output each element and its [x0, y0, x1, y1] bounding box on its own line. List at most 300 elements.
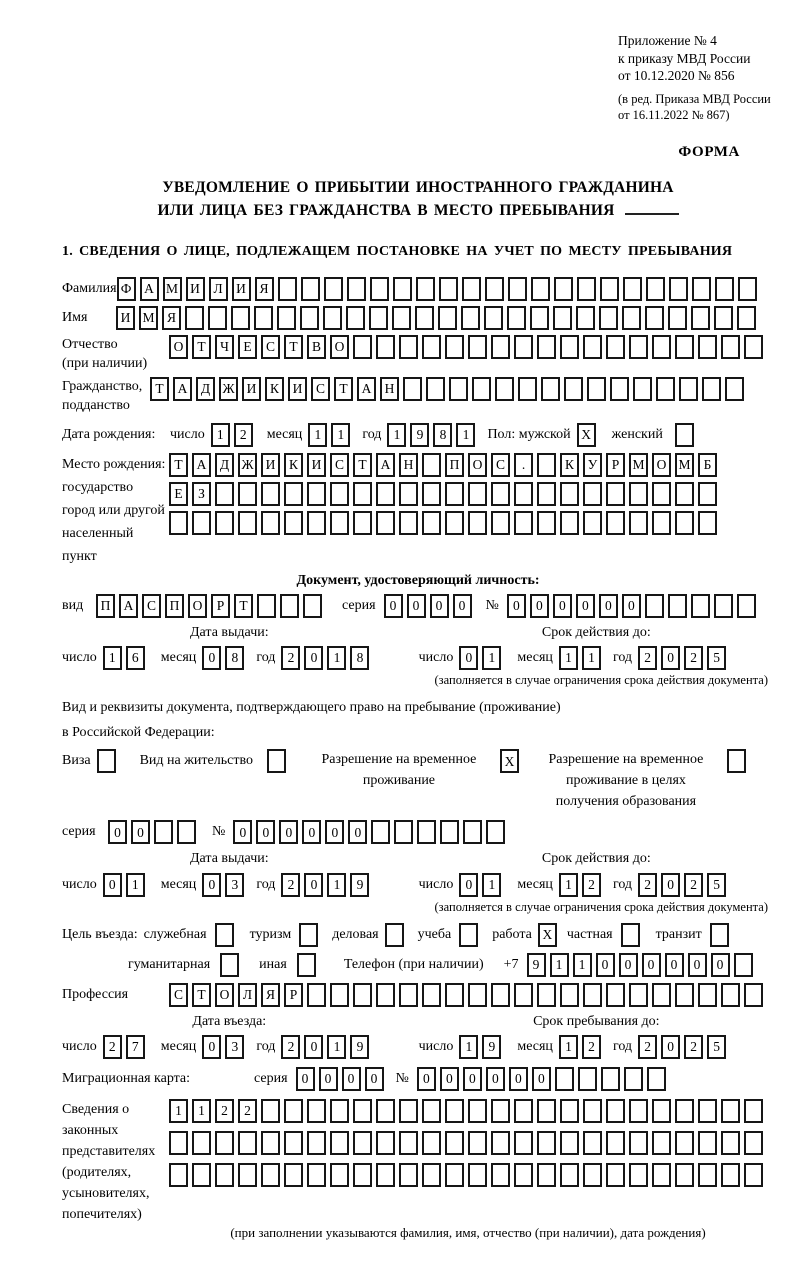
cell[interactable]: 8 [225, 646, 244, 670]
cell[interactable] [610, 377, 629, 401]
cell[interactable] [537, 1163, 556, 1187]
cell[interactable]: Т [150, 377, 169, 401]
cell[interactable]: Ф [117, 277, 136, 301]
cell[interactable]: 9 [482, 1035, 501, 1059]
stay-expiry-day[interactable] [459, 873, 505, 897]
cell[interactable] [583, 1163, 602, 1187]
cell[interactable]: 9 [350, 873, 369, 897]
cell[interactable]: 3 [225, 1035, 244, 1059]
cell[interactable] [353, 983, 372, 1007]
cell[interactable] [583, 1099, 602, 1123]
cell[interactable]: 5 [707, 873, 726, 897]
cell[interactable] [238, 1163, 257, 1187]
cell[interactable] [652, 1131, 671, 1155]
cell[interactable] [629, 335, 648, 359]
cell[interactable] [675, 423, 694, 447]
cell[interactable] [652, 335, 671, 359]
cell[interactable] [422, 1163, 441, 1187]
cell[interactable]: П [445, 453, 464, 477]
cell[interactable] [606, 983, 625, 1007]
cell[interactable]: 0 [417, 1067, 436, 1091]
cell[interactable]: 0 [304, 1035, 323, 1059]
cell[interactable]: М [675, 453, 694, 477]
cell[interactable] [399, 1163, 418, 1187]
cell[interactable] [238, 482, 257, 506]
stay-issue-day[interactable] [103, 873, 149, 897]
identity-expiry-month[interactable] [559, 646, 605, 670]
cell[interactable] [734, 953, 753, 977]
cell[interactable]: 2 [638, 1035, 657, 1059]
cell[interactable]: 0 [532, 1067, 551, 1091]
cell[interactable] [257, 594, 276, 618]
cell[interactable]: О [330, 335, 349, 359]
cell[interactable]: С [169, 983, 188, 1007]
cell[interactable]: 0 [256, 820, 275, 844]
cell[interactable] [744, 1131, 763, 1155]
cell[interactable] [422, 453, 441, 477]
cell[interactable] [583, 983, 602, 1007]
cell[interactable] [583, 335, 602, 359]
cell[interactable] [514, 1099, 533, 1123]
cell[interactable] [297, 953, 316, 977]
cell[interactable]: 0 [440, 1067, 459, 1091]
cell[interactable] [284, 1163, 303, 1187]
cell[interactable] [299, 923, 318, 947]
cell[interactable]: 0 [348, 820, 367, 844]
cell[interactable]: 0 [622, 594, 641, 618]
entry-year[interactable] [281, 1035, 373, 1059]
cell[interactable]: 1 [482, 873, 501, 897]
cell[interactable] [238, 1131, 257, 1155]
cell[interactable] [371, 820, 390, 844]
cell[interactable]: А [119, 594, 138, 618]
cell[interactable] [422, 1099, 441, 1123]
cell[interactable] [376, 1163, 395, 1187]
cell[interactable] [254, 306, 273, 330]
cell[interactable] [725, 377, 744, 401]
cell[interactable] [606, 482, 625, 506]
male-checkbox[interactable] [577, 423, 600, 447]
cell[interactable] [215, 923, 234, 947]
cell[interactable]: 2 [281, 1035, 300, 1059]
cell[interactable]: П [96, 594, 115, 618]
cell[interactable]: Р [606, 453, 625, 477]
cell[interactable] [698, 1163, 717, 1187]
cell[interactable] [555, 1067, 574, 1091]
stay-expiry-year[interactable] [638, 873, 730, 897]
cell[interactable] [698, 1131, 717, 1155]
cell[interactable] [462, 277, 481, 301]
cell[interactable] [652, 983, 671, 1007]
cell[interactable]: У [583, 453, 602, 477]
birth-place-cells-row2[interactable] [169, 482, 721, 506]
cell[interactable] [715, 277, 734, 301]
cell[interactable]: X [538, 923, 557, 947]
cell[interactable] [721, 983, 740, 1007]
tourism-checkbox[interactable] [299, 923, 322, 947]
stay-until-year[interactable] [638, 1035, 730, 1059]
birth-day-cells[interactable] [211, 423, 257, 447]
cell[interactable] [215, 482, 234, 506]
cell[interactable] [652, 1099, 671, 1123]
cell[interactable] [376, 482, 395, 506]
cell[interactable] [738, 277, 757, 301]
cell[interactable]: А [357, 377, 376, 401]
cell[interactable] [415, 306, 434, 330]
cell[interactable]: К [265, 377, 284, 401]
cell[interactable]: 2 [582, 873, 601, 897]
residence-permit-checkbox[interactable] [267, 749, 290, 773]
cell[interactable] [560, 1099, 579, 1123]
cell[interactable] [491, 335, 510, 359]
cell[interactable] [560, 482, 579, 506]
cell[interactable] [727, 749, 746, 773]
patronymic-cells[interactable] [169, 335, 767, 359]
cell[interactable] [353, 482, 372, 506]
cell[interactable] [629, 511, 648, 535]
cell[interactable] [583, 511, 602, 535]
cell[interactable] [531, 277, 550, 301]
cell[interactable] [606, 511, 625, 535]
cell[interactable]: 1 [456, 423, 475, 447]
cell[interactable]: 1 [331, 423, 350, 447]
cell[interactable] [537, 1099, 556, 1123]
cell[interactable]: А [173, 377, 192, 401]
cell[interactable] [491, 1131, 510, 1155]
cell[interactable] [560, 1163, 579, 1187]
cell[interactable] [737, 594, 756, 618]
cell[interactable] [438, 306, 457, 330]
cell[interactable] [303, 594, 322, 618]
cell[interactable]: 1 [559, 873, 578, 897]
cell[interactable] [721, 1099, 740, 1123]
cell[interactable] [97, 749, 116, 773]
cell[interactable] [606, 1099, 625, 1123]
cell[interactable]: 1 [327, 1035, 346, 1059]
cell[interactable] [417, 820, 436, 844]
cell[interactable]: Т [192, 983, 211, 1007]
cell[interactable] [192, 511, 211, 535]
cell[interactable]: И [116, 306, 135, 330]
cell[interactable] [583, 482, 602, 506]
cell[interactable] [514, 1131, 533, 1155]
cell[interactable]: 2 [638, 873, 657, 897]
cell[interactable]: 0 [202, 646, 221, 670]
cell[interactable] [445, 335, 464, 359]
cell[interactable] [468, 983, 487, 1007]
cell[interactable] [484, 306, 503, 330]
cell[interactable]: 0 [325, 820, 344, 844]
cell[interactable]: О [169, 335, 188, 359]
cell[interactable]: Т [353, 453, 372, 477]
cell[interactable] [541, 377, 560, 401]
cell[interactable] [576, 306, 595, 330]
cell[interactable] [301, 277, 320, 301]
stay-number-cells[interactable] [233, 820, 509, 844]
cell[interactable] [606, 335, 625, 359]
cell[interactable]: 0 [661, 873, 680, 897]
cell[interactable]: М [629, 453, 648, 477]
cell[interactable]: 0 [459, 646, 478, 670]
cell[interactable] [330, 1131, 349, 1155]
cell[interactable]: 1 [573, 953, 592, 977]
representatives-cells-row3[interactable] [169, 1163, 767, 1187]
cell[interactable] [307, 983, 326, 1007]
cell[interactable]: 0 [530, 594, 549, 618]
cell[interactable] [537, 511, 556, 535]
cell[interactable] [347, 277, 366, 301]
cell[interactable] [629, 1099, 648, 1123]
cell[interactable]: 1 [582, 646, 601, 670]
cell[interactable] [370, 277, 389, 301]
work-checkbox[interactable] [538, 923, 561, 947]
cell[interactable]: 0 [365, 1067, 384, 1091]
business-checkbox[interactable] [385, 923, 408, 947]
cell[interactable]: М [139, 306, 158, 330]
cell[interactable] [646, 277, 665, 301]
cell[interactable] [622, 306, 641, 330]
birth-year-cells[interactable] [387, 423, 479, 447]
cell[interactable]: А [376, 453, 395, 477]
cell[interactable] [169, 1163, 188, 1187]
cell[interactable] [629, 1163, 648, 1187]
cell[interactable]: 0 [711, 953, 730, 977]
cell[interactable] [710, 923, 729, 947]
cell[interactable] [185, 306, 204, 330]
cell[interactable]: 1 [459, 1035, 478, 1059]
cell[interactable] [530, 306, 549, 330]
cell[interactable] [215, 1131, 234, 1155]
cell[interactable]: П [165, 594, 184, 618]
cell[interactable]: М [163, 277, 182, 301]
identity-expiry-year[interactable] [638, 646, 730, 670]
cell[interactable]: 0 [688, 953, 707, 977]
cell[interactable] [629, 983, 648, 1007]
cell[interactable]: 0 [553, 594, 572, 618]
cell[interactable]: О [468, 453, 487, 477]
cell[interactable] [330, 511, 349, 535]
cell[interactable]: 0 [509, 1067, 528, 1091]
cell[interactable] [399, 1099, 418, 1123]
cell[interactable] [353, 1163, 372, 1187]
cell[interactable] [399, 511, 418, 535]
cell[interactable] [621, 923, 640, 947]
cell[interactable] [399, 983, 418, 1007]
cell[interactable] [472, 377, 491, 401]
cell[interactable]: И [261, 453, 280, 477]
cell[interactable]: 8 [433, 423, 452, 447]
cell[interactable]: 9 [527, 953, 546, 977]
cell[interactable] [353, 511, 372, 535]
cell[interactable] [376, 1131, 395, 1155]
stay-issue-month[interactable] [202, 873, 248, 897]
cell[interactable]: 1 [103, 646, 122, 670]
visa-checkbox[interactable] [97, 749, 120, 773]
cell[interactable] [330, 983, 349, 1007]
cell[interactable] [560, 983, 579, 1007]
cell[interactable]: Н [380, 377, 399, 401]
cell[interactable] [714, 594, 733, 618]
cell[interactable] [192, 1131, 211, 1155]
doc-series-cells[interactable] [384, 594, 476, 618]
cell[interactable] [468, 335, 487, 359]
cell[interactable] [691, 306, 710, 330]
cell[interactable]: Д [215, 453, 234, 477]
cell[interactable] [714, 306, 733, 330]
cell[interactable] [284, 1099, 303, 1123]
cell[interactable] [601, 1067, 620, 1091]
cell[interactable] [606, 1131, 625, 1155]
cell[interactable]: 0 [103, 873, 122, 897]
cell[interactable]: Е [238, 335, 257, 359]
cell[interactable]: 2 [582, 1035, 601, 1059]
birth-place-cells-row1[interactable] [169, 453, 721, 477]
cell[interactable]: Л [238, 983, 257, 1007]
cell[interactable]: 6 [126, 646, 145, 670]
cell[interactable]: 1 [550, 953, 569, 977]
cell[interactable] [261, 511, 280, 535]
cell[interactable]: 2 [638, 646, 657, 670]
cell[interactable]: 2 [684, 646, 703, 670]
cell[interactable]: Е [169, 482, 188, 506]
doc-kind-cells[interactable] [96, 594, 326, 618]
cell[interactable]: Д [196, 377, 215, 401]
cell[interactable] [645, 594, 664, 618]
cell[interactable]: И [242, 377, 261, 401]
cell[interactable] [702, 377, 721, 401]
cell[interactable]: 0 [665, 953, 684, 977]
cell[interactable] [468, 482, 487, 506]
cell[interactable]: 0 [599, 594, 618, 618]
cell[interactable] [169, 1131, 188, 1155]
cell[interactable]: Я [261, 983, 280, 1007]
cell[interactable] [647, 1067, 666, 1091]
cell[interactable] [330, 482, 349, 506]
entry-day[interactable] [103, 1035, 149, 1059]
cell[interactable] [514, 1163, 533, 1187]
cell[interactable] [537, 1131, 556, 1155]
cell[interactable]: 0 [661, 1035, 680, 1059]
cell[interactable] [376, 983, 395, 1007]
name-cells[interactable] [116, 306, 760, 330]
cell[interactable] [744, 335, 763, 359]
cell[interactable]: 1 [327, 873, 346, 897]
cell[interactable]: 1 [559, 646, 578, 670]
cell[interactable] [353, 1131, 372, 1155]
cell[interactable] [698, 335, 717, 359]
cell[interactable] [721, 1163, 740, 1187]
cell[interactable] [560, 511, 579, 535]
surname-cells[interactable] [117, 277, 761, 301]
cell[interactable]: 1 [387, 423, 406, 447]
cell[interactable] [394, 820, 413, 844]
cell[interactable]: 0 [642, 953, 661, 977]
profession-cells[interactable] [169, 983, 767, 1007]
cell[interactable] [461, 306, 480, 330]
cell[interactable] [606, 1163, 625, 1187]
cell[interactable]: 0 [304, 646, 323, 670]
cell[interactable]: К [284, 453, 303, 477]
cell[interactable]: 0 [342, 1067, 361, 1091]
cell[interactable]: 0 [108, 820, 127, 844]
cell[interactable] [192, 1163, 211, 1187]
cell[interactable]: 0 [279, 820, 298, 844]
cell[interactable] [393, 277, 412, 301]
humanitarian-checkbox[interactable] [220, 953, 243, 977]
study-checkbox[interactable] [459, 923, 482, 947]
cell[interactable]: Л [209, 277, 228, 301]
transit-checkbox[interactable] [710, 923, 733, 947]
cell[interactable] [560, 335, 579, 359]
representatives-cells-row2[interactable] [169, 1131, 767, 1155]
phone-cells[interactable] [527, 953, 757, 977]
female-checkbox[interactable] [675, 423, 698, 447]
cell[interactable]: 2 [103, 1035, 122, 1059]
cell[interactable] [468, 1131, 487, 1155]
cell[interactable]: Т [284, 335, 303, 359]
cell[interactable]: С [491, 453, 510, 477]
cell[interactable]: 7 [126, 1035, 145, 1059]
cell[interactable]: 5 [707, 646, 726, 670]
cell[interactable] [600, 277, 619, 301]
cell[interactable] [353, 335, 372, 359]
cell[interactable] [518, 377, 537, 401]
identity-issue-day[interactable] [103, 646, 149, 670]
cell[interactable]: 2 [684, 873, 703, 897]
cell[interactable] [439, 277, 458, 301]
cell[interactable]: 2 [215, 1099, 234, 1123]
cell[interactable] [564, 377, 583, 401]
cell[interactable] [599, 306, 618, 330]
cell[interactable] [744, 1099, 763, 1123]
cell[interactable] [399, 1131, 418, 1155]
cell[interactable] [507, 306, 526, 330]
cell[interactable]: И [186, 277, 205, 301]
cell[interactable]: С [261, 335, 280, 359]
cell[interactable] [280, 594, 299, 618]
cell[interactable]: Т [334, 377, 353, 401]
stay-until-month[interactable] [559, 1035, 605, 1059]
cell[interactable]: 8 [350, 646, 369, 670]
cell[interactable] [392, 306, 411, 330]
cell[interactable]: О [652, 453, 671, 477]
cell[interactable] [169, 511, 188, 535]
cell[interactable] [560, 1131, 579, 1155]
cell[interactable] [422, 335, 441, 359]
cell[interactable] [422, 1131, 441, 1155]
cell[interactable]: О [215, 983, 234, 1007]
cell[interactable] [459, 923, 478, 947]
cell[interactable] [284, 482, 303, 506]
cell[interactable] [468, 1099, 487, 1123]
cell[interactable]: И [307, 453, 326, 477]
cell[interactable] [399, 482, 418, 506]
cell[interactable] [220, 953, 239, 977]
cell[interactable] [675, 511, 694, 535]
cell[interactable] [330, 1099, 349, 1123]
cell[interactable]: 0 [384, 594, 403, 618]
migration-number-cells[interactable] [417, 1067, 670, 1091]
cell[interactable] [445, 1131, 464, 1155]
cell[interactable] [307, 1131, 326, 1155]
cell[interactable]: 2 [281, 646, 300, 670]
cell[interactable] [261, 1099, 280, 1123]
cell[interactable]: 1 [482, 646, 501, 670]
cell[interactable]: 2 [238, 1099, 257, 1123]
cell[interactable] [553, 306, 572, 330]
cell[interactable] [652, 511, 671, 535]
identity-issue-month[interactable] [202, 646, 248, 670]
